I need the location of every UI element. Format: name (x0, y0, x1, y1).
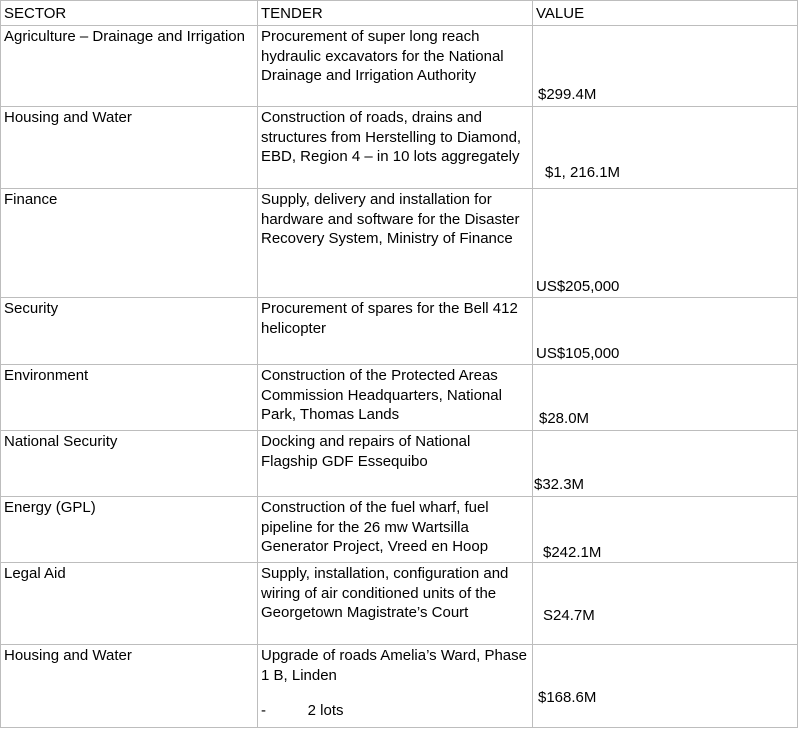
tender-cell: Construction of the Protected Areas Commission Headquarters, National Park, Thomas Lands (258, 365, 533, 431)
header-tender: TENDER (258, 1, 533, 26)
table-row (1, 107, 798, 189)
table-row (1, 431, 798, 497)
sector-cell: Housing and Water (1, 107, 258, 189)
table-row (1, 497, 798, 563)
value-cell (533, 298, 798, 365)
tender-lots-note: - 2 lots (261, 702, 344, 719)
value-cell (533, 189, 798, 298)
value-text: US$105,000 (536, 344, 620, 362)
header-row (1, 1, 798, 26)
value-text: $299.4M (538, 85, 597, 103)
value-cell (533, 107, 798, 189)
value-text: $242.1M (543, 543, 602, 561)
table-row (1, 26, 798, 107)
value-cell (533, 645, 798, 728)
sector-cell: Agriculture – Drainage and Irrigation (1, 26, 258, 107)
header-sector: SECTOR (1, 1, 258, 26)
sector-cell: Environment (1, 365, 258, 431)
table-row (1, 189, 798, 298)
value-text: $168.6M (538, 688, 597, 706)
table-row (1, 645, 798, 728)
tender-cell: Construction of roads, drains and structures from Herstelling to Diamond, EBD, Region 4 – in 10 lots aggregately (258, 107, 533, 189)
value-cell (533, 26, 798, 107)
value-text: $32.3M (534, 475, 585, 493)
tender-cell: Construction of the fuel wharf, fuel pipeline for the 26 mw Wartsilla Generator Project, Vreed en Hoop (258, 497, 533, 563)
value-text: $1, 216.1M (545, 163, 621, 181)
value-cell (533, 497, 798, 563)
sector-cell: Security (1, 298, 258, 365)
sector-cell: Housing and Water (1, 645, 258, 728)
table-row (1, 298, 798, 365)
tender-cell: Procurement of super long reach hydraulic excavators for the National Drainage and Irrigation Authority (258, 26, 533, 107)
value-cell (533, 365, 798, 431)
table-row (1, 365, 798, 431)
tender-text: Upgrade of roads Amelia’s Ward, Phase 1 B, Linden (261, 647, 527, 684)
value-text: S24.7M (543, 606, 595, 624)
tender-cell (258, 645, 533, 728)
tender-cell: Procurement of spares for the Bell 412 helicopter (258, 298, 533, 365)
value-cell (533, 563, 798, 645)
sector-cell: Energy (GPL) (1, 497, 258, 563)
header-value: VALUE (533, 1, 798, 26)
sector-cell: Legal Aid (1, 563, 258, 645)
value-text: US$205,000 (536, 277, 620, 295)
tender-cell: Supply, installation, configuration and wiring of air conditioned units of the Georgetown Magistrate’s Court (258, 563, 533, 645)
value-cell (533, 431, 798, 497)
tender-cell: Supply, delivery and installation for hardware and software for the Disaster Recovery System, Ministry of Finance (258, 189, 533, 298)
sector-cell: National Security (1, 431, 258, 497)
sector-cell: Finance (1, 189, 258, 298)
tender-cell: Docking and repairs of National Flagship GDF Essequibo (258, 431, 533, 497)
table-row (1, 563, 798, 645)
value-text: $28.0M (539, 409, 590, 427)
